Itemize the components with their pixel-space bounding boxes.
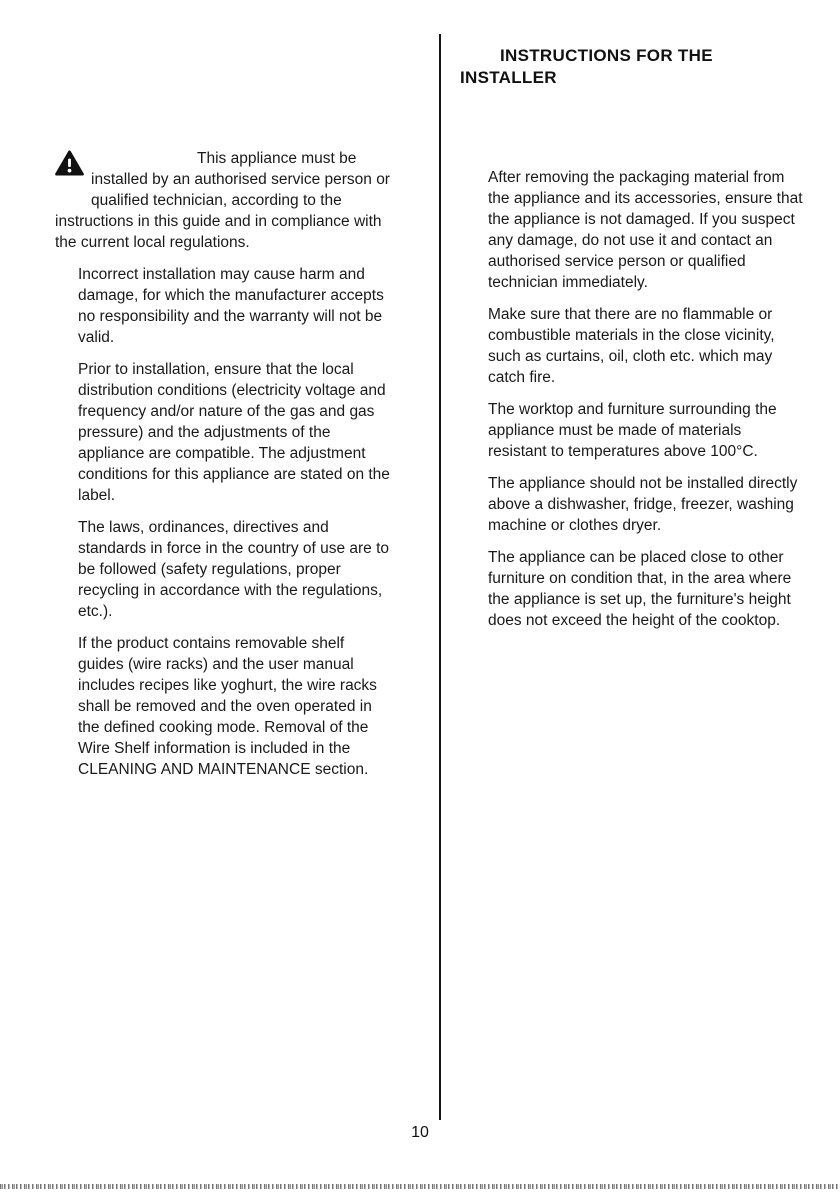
page-number: 10	[411, 1124, 429, 1141]
paragraph-incorrect-installation: Incorrect installation may cause harm and damage, for which the manufacturer accepts no responsibility and the warranty will not be valid.	[78, 266, 384, 346]
paragraph-after-removing: After removing the packaging material from the appliance and its accessories, ensure that the appliance is not damaged. If you suspect any damage, do not use it and contact an authorised service person or qualified technician immediately.	[488, 169, 803, 291]
paragraph-flammable: Make sure that there are no flammable or combustible materials in the close vicinity, such as curtains, oil, cloth etc. which may catch fire.	[488, 306, 775, 386]
page-bottom-scan-edge	[0, 1184, 840, 1189]
paragraph-laws-ordinances: The laws, ordinances, directives and standards in force in the country of use are to be followed (safety regulations, proper recycling in accordance with the regulations, etc.).	[78, 519, 390, 620]
right-column	[460, 45, 822, 642]
warning-triangle-icon	[55, 148, 91, 209]
paragraph-prior-to-installation: Prior to installation, ensure that the local distribution conditions (electricity voltage and frequency and/or nature of the gas and gas pressure) and the adjustments of the appliance are compatible. The adjustment conditions for this appliance are stated on the label.	[78, 361, 390, 504]
section-heading-line2: INSTALLER	[460, 68, 557, 87]
warning-text: This appliance must be installed by an authorised service person or qualified technician, according to the instructions in this guide and in compliance with the current local regulations.	[55, 150, 390, 251]
paragraph-close-to-furniture: The appliance can be placed close to other furniture on condition that, in the area where the appliance is set up, the furniture's height does not exceed the height of the cooktop.	[488, 549, 792, 629]
warning-paragraph	[55, 148, 392, 253]
column-divider	[439, 34, 441, 1120]
section-heading-line1: INSTRUCTIONS FOR THE	[500, 46, 713, 65]
left-column	[55, 148, 392, 791]
paragraph-not-above-dishwasher: The appliance should not be installed directly above a dishwasher, fridge, freezer, washing machine or clothes dryer.	[488, 475, 798, 534]
paragraph-worktop: The worktop and furniture surrounding the appliance must be made of materials resistant to temperatures above 100°C.	[488, 401, 777, 460]
right-paragraphs	[460, 167, 822, 631]
paragraph-shelf-guides: If the product contains removable shelf guides (wire racks) and the user manual includes recipes like yoghurt, the wire racks shall be removed and the oven operated in the defined cooking mode. Removal of the Wire Shelf information is included in the CLEANING AND MAINTENANCE section.	[78, 635, 377, 778]
section-heading	[460, 45, 790, 89]
